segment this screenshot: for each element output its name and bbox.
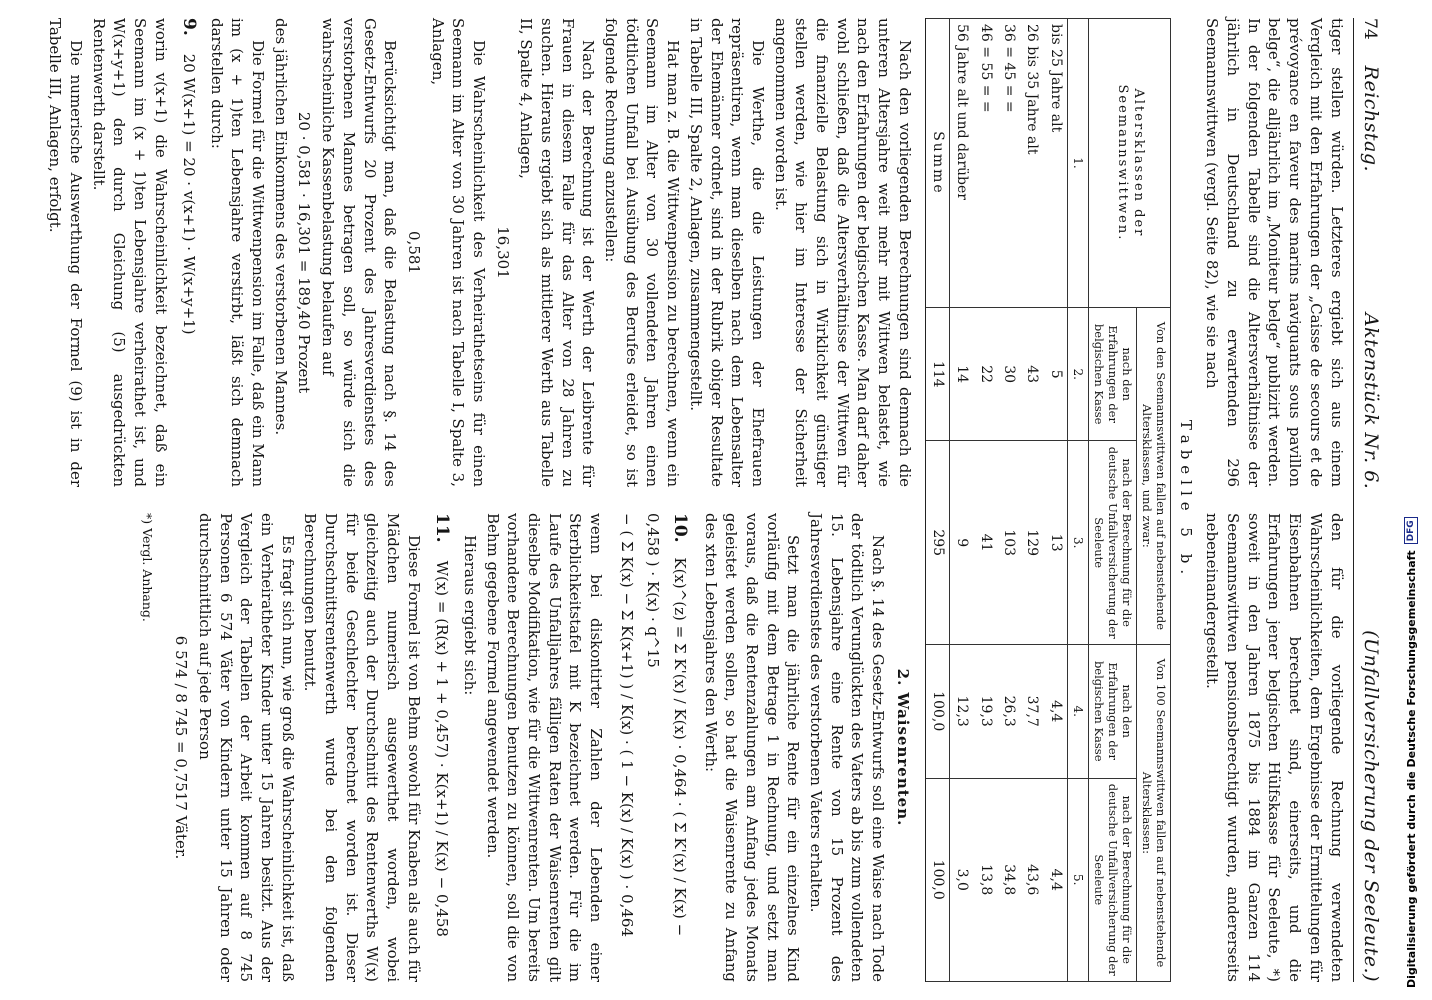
paragraph: Hat man z. B. die Wittwenpension zu berechnen, wenn ein Seemann im Alter von 30 vollendeten Jahren einen tödtlichen Unfall bei Ausübung des Berufes erleidet, so ist folgende Rechnung anzustellen: (602, 18, 683, 487)
age-distribution-table (925, 18, 1171, 982)
dfg-logo-icon: DFG (1404, 517, 1418, 544)
col-group-header-counts: Von den Seemannswittwen fallen auf nebenstehende Altersklassen, und zwar: (1137, 307, 1171, 644)
formula-body: W(x) = (R(x) + 1 + 0,457) · K(x+1) / K(x) − 0,458 (432, 560, 451, 937)
formula-value: 20 · 0,581 · 16,301 = 189,40 Prozent (295, 111, 314, 394)
col-number: 2. (1067, 307, 1089, 441)
paragraph: Berücksichtigt man, daß die Belastung nach §. 14 des Gesetz-Entwurfs 20 Prozent des Jahresverdienstes des verstorbenen Mannes betragen soll, so würde sich die wahrscheinliche Kassenbelastung belaufen auf (319, 18, 400, 487)
formula-11 (430, 513, 453, 982)
subheader-german: nach der Berechnung für die deutsche Unfallversicherung der Seeleute (1089, 441, 1137, 644)
intro-right-paragraph: den für die vorliegende Rechnung verwendeten Wahrscheinlichkeiten, dem Ergebnisse der Ermittelungen für Eisenbahnen berechnet sind, einerseits, und die Erfahrungen jener belgischen Hülfskasse für Seeleute, *) soweit in den Jahren 1875 bis 1884 im Ganzen 114 Seemannswittwen pensionsberechtigt wurden, andererseits nebeneinandergestellt. (1203, 513, 1346, 982)
cell-german: 9 (950, 441, 974, 644)
cell-german: 41 (973, 441, 996, 644)
formula-body: 20 W(x+1) = 20 · v(x+1) · W(x+y+1) (179, 53, 198, 335)
row-label: 36 = 45 = = (997, 19, 1020, 308)
cell-german: 13 (1043, 441, 1067, 644)
paragraph: Setzt man die jährliche Rente für ein einzelnes Kind vorläufig mit dem Betrage 1 in Rechnung, und setzt man voraus, daß die Rentenzahlungen am Anfang jedes Monats geleistet werden sollen, so hat die Waisenrente zu Anfang des xten Lebensjahres den Werth: (701, 513, 803, 982)
cell-german-pct: 34,8 (997, 778, 1020, 981)
cell-german-pct: 4,4 (1043, 778, 1067, 981)
paragraph: Nach §. 14 des Gesetz-Entwurfs soll eine Waise nach Tode der tödtlich Verunglückten des Vaters ab bis zum vollendeten 15. Lebensjahre eine Rente von 15 Prozent des Jahresverdienstes des verstorbenen Vaters erhalten. (807, 513, 888, 982)
table-row (997, 19, 1020, 982)
table-caption: Tabelle 5 b. (1176, 419, 1195, 581)
formula-value: 0,581 (404, 231, 423, 274)
paragraph: Die numerische Auswerthung der Formel (9) ist in der Tabelle III, Anlagen, erfolgt. (46, 18, 85, 487)
subheader-german-pct: nach der Berechnung für die deutsche Unfallversicherung der Seeleute (1089, 778, 1137, 981)
section-heading: 2. Waisenrenten. (893, 668, 912, 827)
sum-german: 295 (925, 441, 949, 644)
cell-belgian-pct: 12,3 (950, 644, 974, 778)
row-label: bis 25 Jahre alt (1043, 19, 1067, 308)
formula-value: 16,301 (493, 226, 512, 279)
paragraph: worin v(x+1) die Wahrscheinlichkeit bezeichnet, daß ein Seemann im (x + 1)ten Lebensjahre verheirathet ist, und W(x+y+1) den durch Gleichung (5) ausgedrückten Rentenwerth darstellt. (89, 18, 170, 487)
title-right: (Unfallversicherung der Seeleute.) (1360, 630, 1382, 982)
cell-belgian-pct: 19,3 (973, 644, 996, 778)
subheader-belgian-pct: nach den Erfahrungen der belgischen Kasse (1089, 644, 1137, 778)
cell-belgian-pct: 4,4 (1043, 644, 1067, 778)
body-text (42, 18, 914, 982)
row-label: 56 Jahre alt und darüber (950, 19, 974, 308)
paragraph: Die Formel für die Wittwenpension im Falle, daß ein Mann im (x + 1)ten Lebensjahre verstirbt, läßt sich demnach darstellen durch: (207, 18, 268, 487)
paragraph: Die Werthe, die die Leistungen der Ehefrauen repräsentiren, wenn man dieselben nach dem Lebensalter der Ehemänner ordnet, sind in der Rubrik obiger Resultate in Tabelle III, Spalte 2, Anlagen, zusammengestellt. (686, 18, 767, 487)
cell-belgian: 14 (950, 307, 974, 441)
row-label: 26 bis 35 Jahre alt (1020, 19, 1043, 308)
row-label: 46 = 55 = = (973, 19, 996, 308)
sum-belgian-pct: 100,0 (925, 644, 949, 778)
paragraph: Hieraus ergiebt sich: (460, 535, 479, 696)
col-number: 1. (1067, 19, 1089, 308)
formula-number: 11. (432, 513, 453, 543)
formula-body-continued: − ( Σ K(x) − Σ K(x+1) ) / K(x) · ( 1 − K(x) / K(x) ) · 0,464 (618, 513, 637, 938)
cell-belgian-pct: 37,7 (1020, 644, 1043, 778)
table-row (1020, 19, 1043, 982)
paragraph: Es fragt sich nun, wie groß die Wahrscheinlichkeit ist, daß ein Verheiratheter Kinder unter 15 Jahren besitzt. Aus der Vergleich der Tabellen der Arbeit kommen auf 8 745 Personen 6 574 Väter von Kindern unter 15 Jahren oder durchschnittlich auf jede Person (195, 513, 297, 982)
paragraph: Die Wahrscheinlichkeit des Verheirathetseins für einen Seemann im Alter von 30 Jahren ist nach Tabelle I, Spalte 3, Anlagen, (428, 18, 488, 487)
cell-belgian: 22 (973, 307, 996, 441)
col-group-header-percent: Von 100 Seemannswittwen fallen auf nebenstehende Altersklassen: (1137, 644, 1171, 981)
title-center: Aktenstück Nr. 6. (1360, 312, 1382, 490)
cell-belgian: 5 (1043, 307, 1067, 441)
cell-belgian-pct: 26,3 (997, 644, 1020, 778)
cell-german: 129 (1020, 441, 1043, 644)
table-row (973, 19, 996, 982)
page-number: 74 (1360, 18, 1380, 40)
table-row (1043, 19, 1067, 982)
paragraph: des jährlichen Einkommens des verstorbenen Mannes. (271, 18, 290, 436)
cell-german-pct: 13,8 (973, 778, 996, 981)
col-number: 5. (1067, 778, 1089, 981)
sum-german-pct: 100,0 (925, 778, 949, 981)
sum-belgian: 114 (925, 307, 949, 441)
col-header-age: Altersklassen der Seemannswittwen. (1089, 19, 1171, 308)
col-number: 4. (1067, 644, 1089, 778)
sum-label: Summe (925, 19, 949, 308)
footnote: *) Vergl. Anhang. (140, 513, 156, 622)
intro-left-paragraph: tiger stellen würden. Letzteres ergiebt sich aus einem Vergleich mit den Erfahrungen der „Caisse de secours et de prévoyance en faveur des marins naviguants sous pavillon belge“, die alljährlich im „Moniteur belge“ publizirt werden. In der folgenden Tabelle sind die Altersverhältnisse der jährlich in Deutschland zu erwartenden 296 Seemannswittwen (vergl. Seite 82), wie sie nach (1203, 18, 1346, 487)
cell-belgian: 43 (1020, 307, 1043, 441)
page-header (1353, 18, 1384, 982)
formula-10 (614, 513, 694, 982)
title-left: Reichstag. (1360, 65, 1382, 173)
col-number: 3. (1067, 441, 1089, 644)
left-column (42, 18, 914, 487)
funding-note (1396, 0, 1426, 1000)
paragraph: Nach der Berechnung ist der Werth der Leibrente für Frauen in diesem Falle für das Alter von 28 Jahren zu suchen. Hieraus ergiebt sich als mittlerer Werth aus Tabelle II, Spalte 4, Anlagen, (517, 18, 598, 487)
right-column (42, 513, 914, 982)
intro-text (1202, 18, 1347, 982)
paragraph: Diese Formel ist von Behm sowohl für Knaben als auch für Mädchen numerisch ausgewerthet worden, wobei gleichzeitig auch der Durchschnitt des Rentenwerths W(x) für beide Geschlechter berechnet worden ist. Dieser Durchschnittsrentenwerth wurde bei den folgenden Berechnungen benutzt. (301, 513, 423, 982)
cell-belgian: 30 (997, 307, 1020, 441)
formula-value: 6 574 / 8 745 = 0,7517 Väter. (172, 635, 191, 860)
cell-german-pct: 43,6 (1020, 778, 1043, 981)
formula-body: K(x)^(z) = Σ K'(x) / K(x) · 0,464 · ( Σ K'(x) / K(x) − 0,458 ) · K(x) · q^15 (643, 513, 689, 937)
table-sum-row (925, 19, 949, 982)
subheader-belgian: nach den Erfahrungen der belgischen Kasse (1089, 307, 1137, 441)
funding-text: Digitalisierung gefördert durch die Deutsche Forschungsgemeinschaft (1404, 550, 1418, 988)
formula-number: 10. (669, 513, 690, 543)
paragraph: Nach den vorliegenden Berechnungen sind demnach die unteren Altersjahre weit mehr mit Wittwen belastet, wie nach den Erfahrungen der belgischen Kasse. Man darf daher wohl schließen, daß die Altersverhältnisse der Wittwen für die finanzielle Belastung sich in Wirklichkeit günstiger stellen werden, wie hier im Interesse der Sicherheit angenommen worden ist. (771, 18, 914, 487)
formula-number: 9. (179, 18, 200, 36)
formula-9 (177, 18, 200, 487)
cell-german-pct: 3,0 (950, 778, 974, 981)
paragraph: wenn bei diskontirter Zahlen der Lebenden einer Sterblichkeitstafel mit K bezeichnet werden. Für die im Laufe des Unfalljahres fälligen Raten der Waisenrenten gilt dieselbe Modifikation, wie für die Wittwenrenten. Um bereits vorhandene Berechnungen benutzen zu können, soll die von Behm gegebene Formel angewendet werden. (483, 513, 605, 982)
table-row (950, 19, 974, 982)
cell-german: 103 (997, 441, 1020, 644)
running-title (1358, 66, 1384, 982)
